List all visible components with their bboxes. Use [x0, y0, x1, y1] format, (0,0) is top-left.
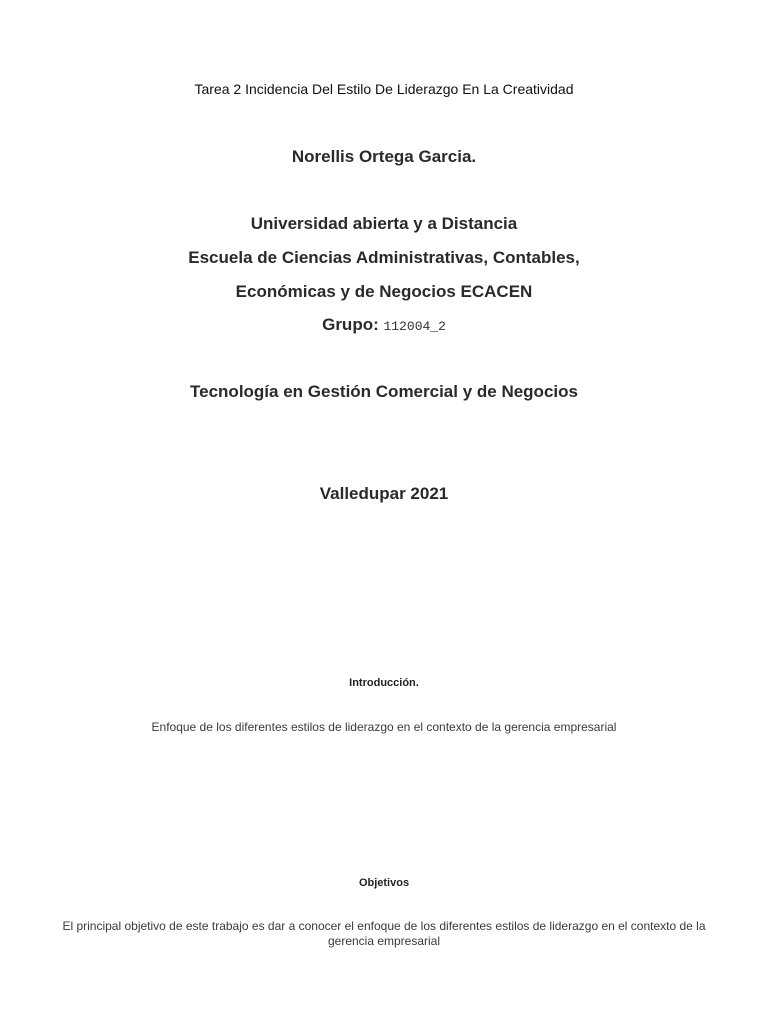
- group-label: Grupo:: [322, 315, 379, 334]
- university-name: Universidad abierta y a Distancia: [250, 214, 518, 233]
- document-title: Tarea 2 Incidencia Del Estilo De Liderazgo En La Creatividad: [194, 81, 574, 97]
- city-year: Valledupar 2021: [319, 484, 449, 503]
- school-name-line-2: Económicas y de Negocios ECACEN: [235, 282, 533, 301]
- school-name-line-1: Escuela de Ciencias Administrativas, Contables,: [188, 248, 580, 267]
- introduction-text: Enfoque de los diferentes estilos de liderazgo en el contexto de la gerencia empresarial: [151, 720, 617, 734]
- objectives-heading: Objetivos: [358, 877, 410, 889]
- objectives-text: El principal objetivo de este trabajo es dar a conocer el enfoque de los diferentes estilos de liderazgo en el contexto de la gerencia empresarial: [62, 919, 706, 948]
- introduction-heading: Introducción.: [349, 677, 419, 689]
- group-line: [0, 315, 768, 335]
- program-name: Tecnología en Gestión Comercial y de Negocios: [190, 382, 578, 401]
- group-code: 112004_2: [383, 319, 446, 334]
- author-name: Norellis Ortega Garcia.: [291, 147, 477, 166]
